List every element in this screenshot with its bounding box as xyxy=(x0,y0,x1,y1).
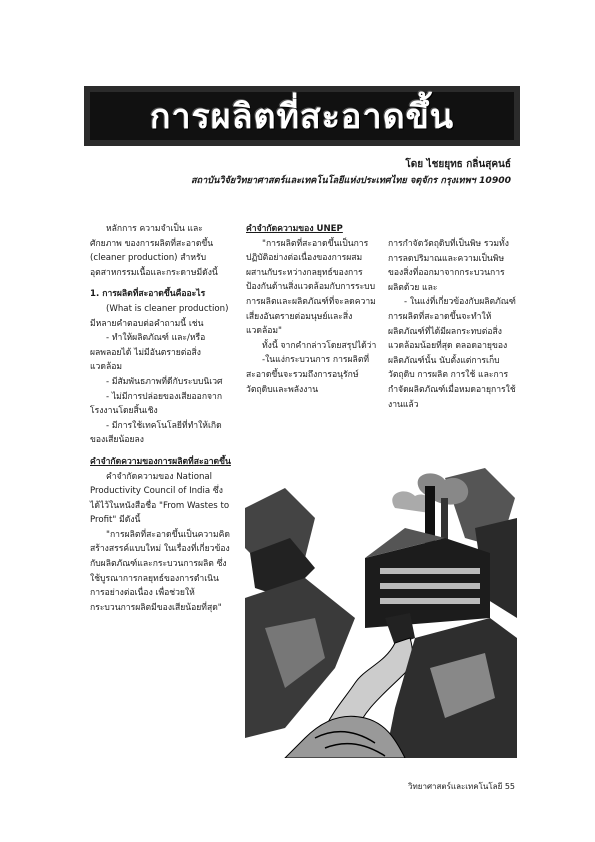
definition-text: คำจำกัดความของ National Productivity Council of India ซึ่งได้ไว้ในหนังสือชื่อ "From Wastes to Profit" มีดังนี้ xyxy=(90,471,230,526)
section-heading-what-is: 1. การผลิตที่สะอาดขึ้นคืออะไร xyxy=(90,289,206,300)
article-title: การผลิตที่สะอาดขึ้น xyxy=(149,97,455,137)
product-text: - ในแง่ที่เกี่ยวข้องกับผลิตภัณฑ์ การผลิตที่สะอาดขึ้นจะทำให้ผลิตภัณฑ์ที่ได้มีผลกระทบต่อสิ่งแวดล้อมน้อยที่สุด ตลอดอายุของผลิตภัณฑ์นั้น นับตั้งแต่การเก็บวัตถุดิบ การผลิต การใช้ และการกำจัดผลิตภัณฑ์เมื่อหมดอายุการใช้งานแล้ว xyxy=(388,297,516,410)
definition-quote: "การผลิตที่สะอาดขึ้นเป็นความคิดสร้างสรรค์แบบใหม่ ในเรื่องที่เกี่ยวข้องกับผลิตภัณฑ์และกระบวนการผลิต ซึ่งใช้บูรณาการกลยุทธ์ของการดำเนินการอย่างต่อเนื่อง เพื่อช่วยให้กระบวนการผลิตมีของเสียน้อยที่สุด" xyxy=(90,529,230,613)
column-middle xyxy=(246,222,377,397)
unep-quote: "การผลิตที่สะอาดขึ้นเป็นการปฏิบัติอย่างต่อเนื่องของการผสมผสานกับระหว่างกลยุทธ์ของการป้องกันด้านสิ่งแวดล้อมกับการระบบการผลิตและผลิตภัณฑ์ที่จะลดความเสี่ยงอันตรายต่อมนุษย์และสิ่งแวดล้อม" xyxy=(246,238,376,337)
summary-text: ทั้งนี้ จากคำกล่าวโดยสรุปได้ว่า xyxy=(262,340,377,351)
definition-heading: คำจำกัดความของการผลิตที่สะอาดขึ้น xyxy=(90,456,231,467)
bullet-item: - มีการใช้เทคโนโลยีที่ทำให้เกิดของเสียน้อยลง xyxy=(90,420,222,446)
section-subheading-english: (What is cleaner production) xyxy=(106,303,229,314)
unep-heading: คำจำกัดความของ UNEP xyxy=(246,224,343,234)
factory-river-illustration xyxy=(245,468,517,758)
title-banner-inner xyxy=(90,92,514,140)
process-text: -ในแง่กระบวนการ การผลิตที่สะอาดขึ้นจะรวมถึงการอนุรักษ์วัตถุดิบและพลังงาน xyxy=(246,355,370,395)
column-left xyxy=(90,222,232,615)
title-banner xyxy=(84,86,520,146)
affiliation-line: สถาบันวิจัยวิทยาศาสตร์และเทคโนโลยีแห่งประเทศไทย จตุจักร กรุงเทพฯ 10900 xyxy=(190,175,511,186)
column-right xyxy=(388,237,516,412)
continued-text: การกำจัดวัตถุดิบที่เป็นพิษ รวมทั้งการลดปริมาณและความเป็นพิษของสิ่งที่ออกมาจากกระบวนการผลิตด้วย และ xyxy=(388,239,509,293)
section-intro-text: มีหลายคำตอบต่อคำถามนี้ เช่น xyxy=(90,318,204,329)
bullet-item: - มีสัมพันธภาพที่ดีกับระบบนิเวศ xyxy=(106,376,223,387)
bullet-item: - ไม่มีการปล่อยของเสียออกจากโรงงานโดยสิ้นเชิง xyxy=(90,391,223,417)
intro-paragraph: หลักการ ความจำเป็น และศักยภาพ ของการผลิตที่สะอาดขึ้น (cleaner production) สำหรับอุตสาหกรรมเนื้อและกระดาษมีดังนี้ xyxy=(90,224,218,278)
author-line: โดย ไชยยุทธ กลิ่นสุคนธ์ xyxy=(405,159,511,170)
bullet-item: - ทำให้ผลิตภัณฑ์ และ/หรือผลพลอยได้ ไม่มีอันตรายต่อสิ่งแวดล้อม xyxy=(90,333,206,373)
page-footer: วิทยาศาสตร์และเทคโนโลยี 55 xyxy=(408,782,515,791)
